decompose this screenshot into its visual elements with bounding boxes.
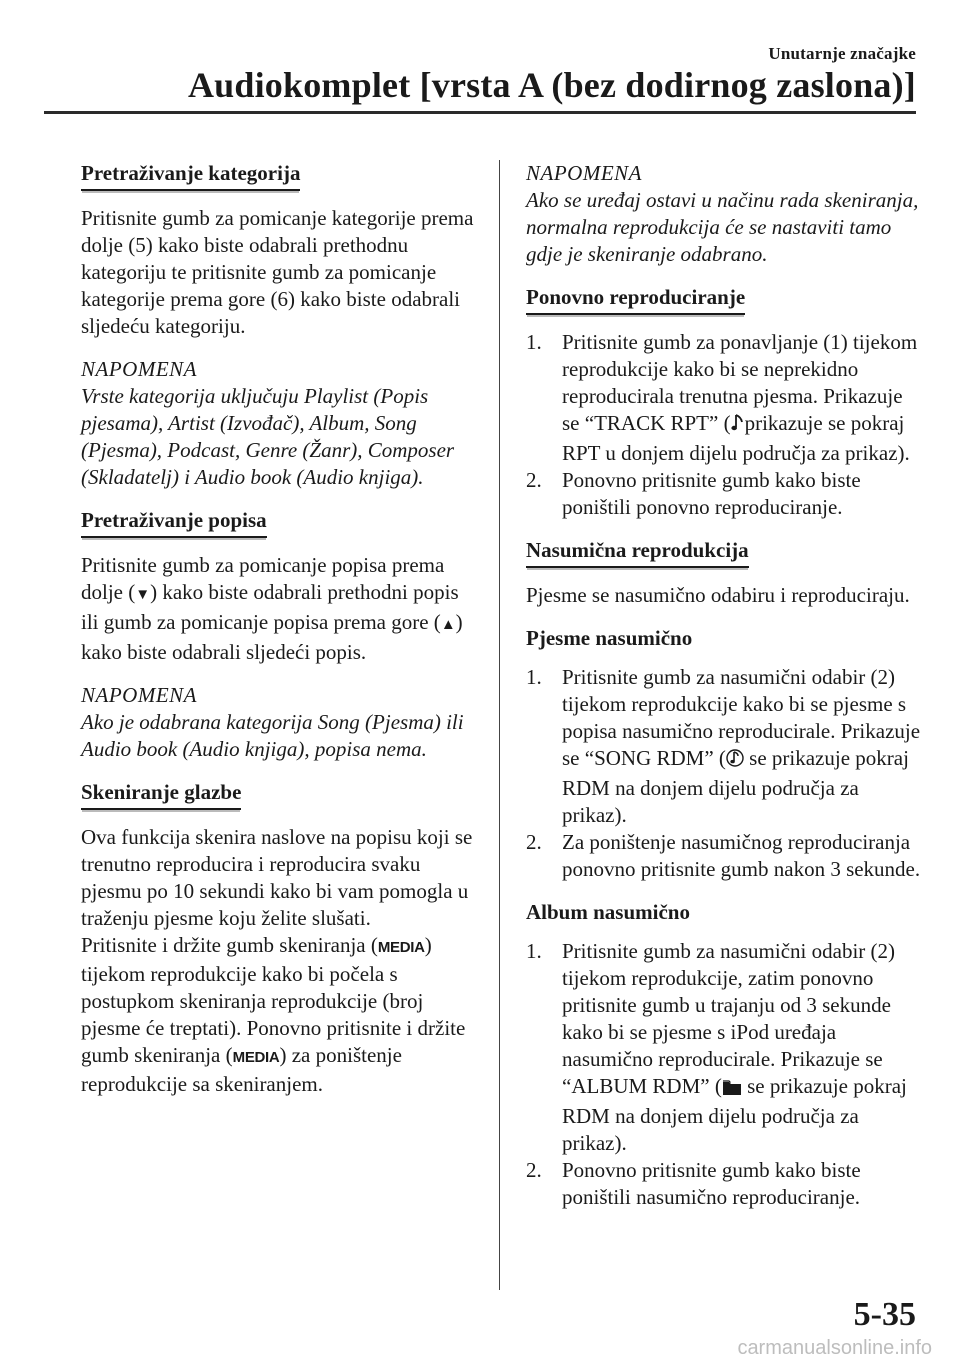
up-triangle-icon: ▲	[440, 617, 456, 633]
section-heading-repeat: Ponovno reproduciranje	[526, 284, 745, 315]
note-category-types	[81, 356, 476, 491]
category-search-text: Pritisnite gumb za pomicanje kategorije prema dolje (5) kako biste odabrali prethodnu kategoriju te pritisnite gumb za pomicanje kategorije prema gore (6) kako biste odabrali sljedeću kategoriju.	[81, 206, 474, 338]
text-run: ) za poništenje reprodukcije sa skeniranjem.	[81, 1043, 402, 1096]
list-item	[526, 1157, 921, 1211]
text-run: Pritisnite i držite gumb skeniranja (	[81, 933, 378, 957]
random-intro-text: Pjesme se nasumično odabiru i reproduciraju.	[526, 583, 910, 607]
note-icon	[731, 413, 745, 440]
note-text: Ako se uređaj ostavi u načinu rada skeniranja, normalna reprodukcija će se nastaviti tamo gdje je skeniranje odabrano.	[526, 188, 919, 266]
text-run: ) kako biste odabrali sljedeći popis.	[81, 610, 463, 664]
column-divider	[499, 160, 500, 1290]
section-heading-list-search: Pretraživanje popisa	[81, 507, 267, 538]
page-number: 5-35	[853, 1296, 916, 1333]
chapter-title: Unutarnje značajke	[768, 44, 916, 63]
left-column	[81, 160, 476, 1114]
note-text: Vrste kategorija uključuju Playlist (Popis pjesama), Artist (Izvođač), Album, Song (Pjesma), Podcast, Genre (Žanr), Composer (Skladatelj) i Audio book (Audio knjiga).	[81, 384, 455, 489]
folder-icon	[722, 1076, 742, 1103]
subheading-songs-random: Pjesme nasumično	[526, 626, 693, 650]
step-number: 2.	[526, 1158, 542, 1182]
list-search-text	[81, 552, 476, 666]
step-number: 2.	[526, 830, 542, 854]
repeat-steps	[526, 329, 921, 521]
subheading-album-random: Album nasumično	[526, 900, 690, 924]
text-run: Za poništenje nasumičnog reproduciranja ponovno pritisnite gumb nakon 3 sekunde.	[562, 830, 921, 881]
watermark: carmanualsonline.info	[737, 1337, 932, 1359]
album-random-steps	[526, 938, 921, 1211]
note-scan-mode	[526, 160, 921, 268]
down-triangle-icon: ▼	[135, 587, 151, 603]
note-text: Ako je odabrana kategorija Song (Pjesma) ili Audio book (Audio knjiga), popisa nema.	[81, 710, 464, 761]
right-column	[526, 160, 921, 1227]
step-number: 2.	[526, 468, 542, 492]
list-item	[526, 829, 921, 883]
list-item	[526, 467, 921, 521]
music-scan-text: Ova funkcija skenira naslove na popisu koji se trenutno reproducira i reproducira svaku pjesmu po 10 sekundi kako bi vam pomogla u traženju pjesme koju želite slušati.	[81, 825, 473, 930]
text-run: Pritisnite gumb za nasumični odabir (2) tijekom reprodukcije, zatim ponovno pritisnite gumb u trajanju od 3 sekunde kako bi se pjesme s iPod uređaja nasumično reproducirale. Prikazuje se “ALBUM RDM” (	[562, 939, 896, 1098]
list-item	[526, 329, 921, 467]
note-label: NAPOMENA	[526, 161, 642, 185]
music-scan-instructions	[81, 932, 476, 1098]
page-title: Audiokomplet [vrsta A (bez dodirnog zaslona)]	[187, 65, 916, 105]
step-number: 1.	[526, 665, 542, 689]
step-number: 1.	[526, 330, 542, 354]
text-run: se prikazuje pokraj RDM na donjem dijelu područja za prikaz).	[562, 746, 909, 827]
note-label: NAPOMENA	[81, 357, 197, 381]
text-run: Ponovno pritisnite gumb kako biste poništili nasumično reproduciranje.	[562, 1158, 861, 1209]
text-run: ) tijekom reprodukcije kako bi počela s postupkom skeniranja reprodukcije (broj pjesme će treptati). Ponovno pritisnite i držite gumb skeniranja (	[81, 933, 466, 1067]
list-item	[526, 664, 921, 829]
text-run: ) kako biste odabrali prethodni popis ili gumb za pomicanje popisa prema gore (	[81, 580, 459, 634]
shuffle-note-icon	[726, 748, 744, 775]
text-run: se prikazuje pokraj RDM na donjem dijelu područja za prikaz).	[562, 1074, 907, 1155]
step-number: 1.	[526, 939, 542, 963]
text-run: Pritisnite gumb za pomicanje popisa prema dolje (	[81, 553, 445, 604]
note-no-list	[81, 682, 476, 763]
text-run: Pritisnite gumb za ponavljanje (1) tijekom reprodukcije kako bi se neprekidno reproducirala trenutna pjesma. Prikazuje se “TRACK RPT” (	[562, 330, 918, 435]
songs-random-steps	[526, 664, 921, 883]
header-rule	[44, 111, 916, 114]
section-heading-music-scan: Skeniranje glazbe	[81, 779, 241, 810]
text-run: Pritisnite gumb za nasumični odabir (2) tijekom reprodukcije kako bi se pjesme s popisa nasumično reproducirale. Prikazuje se “SONG RDM” (	[562, 665, 921, 770]
section-heading-category-search: Pretraživanje kategorija	[81, 160, 300, 191]
note-label: NAPOMENA	[81, 683, 197, 707]
list-item	[526, 938, 921, 1157]
media-button-icon: MEDIA	[377, 939, 425, 956]
text-run: prikazuje se pokraj RPT u donjem dijelu područja za prikaz).	[562, 411, 910, 465]
media-button-icon: MEDIA	[232, 1049, 280, 1066]
section-heading-random: Nasumična reprodukcija	[526, 537, 749, 568]
text-run: Ponovno pritisnite gumb kako biste poništili ponovno reproduciranje.	[562, 468, 861, 519]
